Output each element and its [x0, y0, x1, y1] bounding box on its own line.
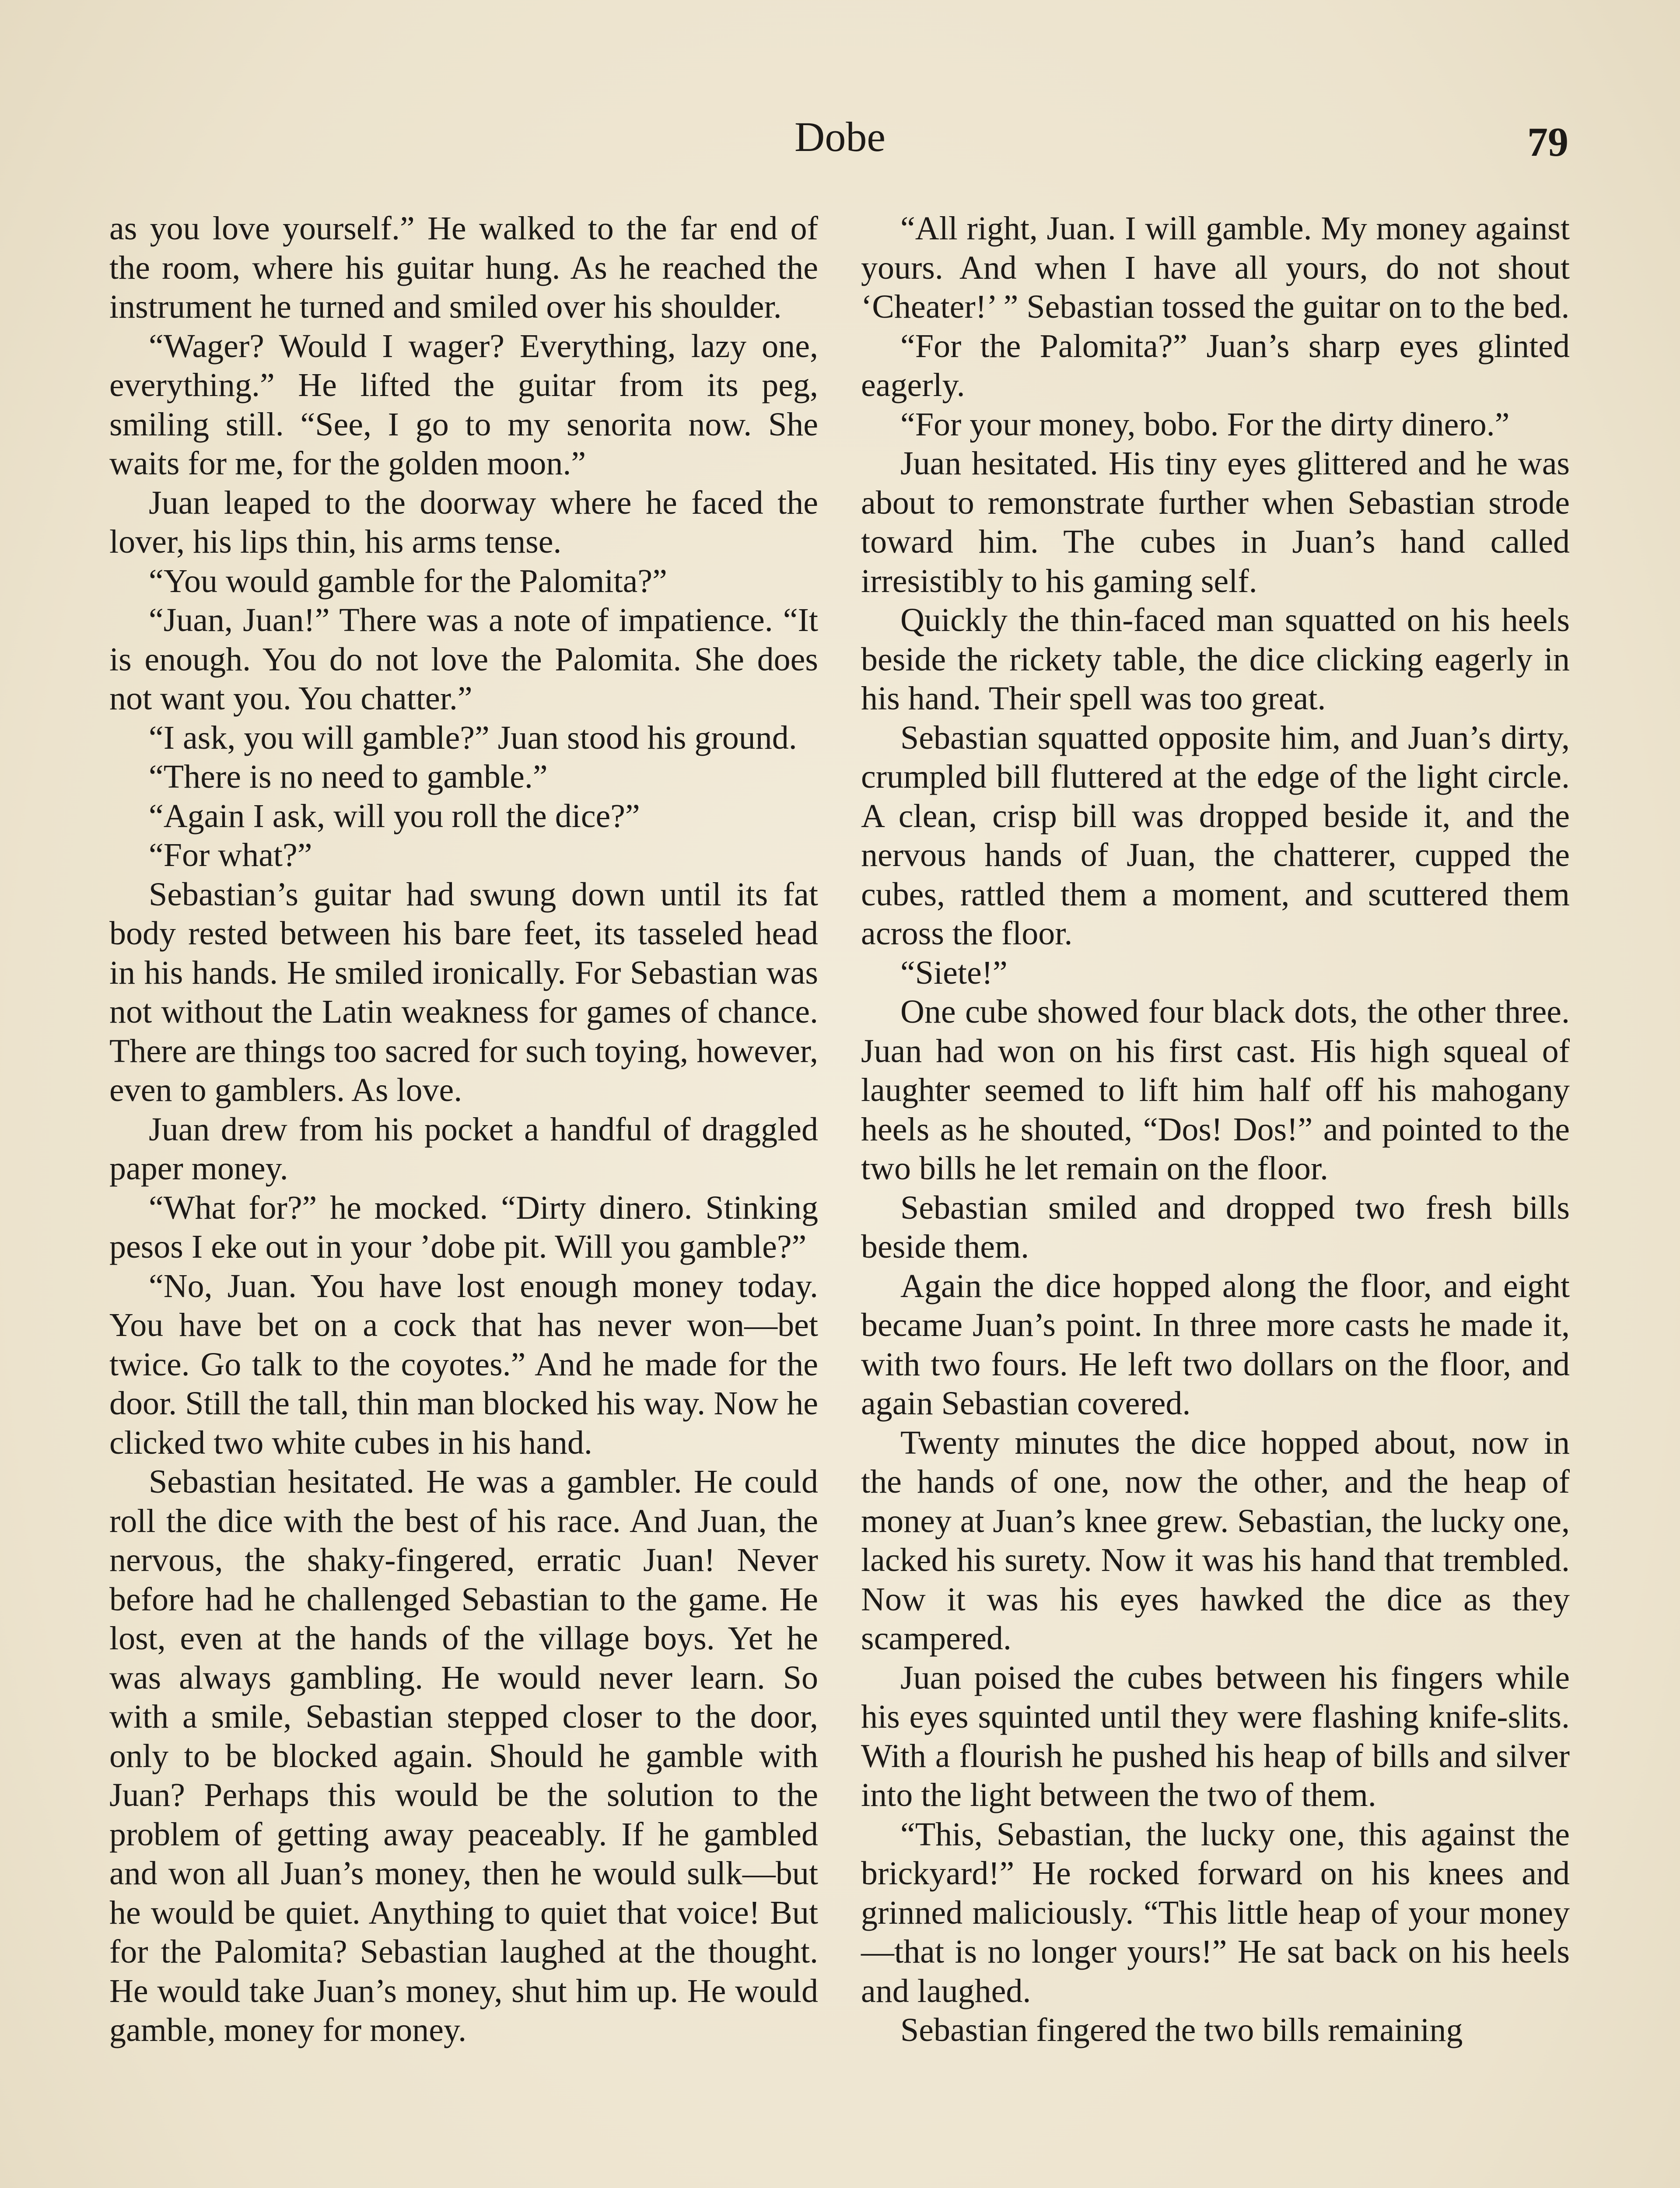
page-number: 79 — [1527, 119, 1568, 165]
left-text-column — [109, 209, 818, 2050]
paragraph: Sebastian smiled and dropped two fresh bills beside them. — [861, 1189, 1570, 1265]
paragraph: “This, Sebastian, the lucky one, this against the brickyard!” He rocked forward on his knees and grinned maliciously. “This little heap of your money—that is no longer yours!” He sat back on his heels and laughed. — [861, 1816, 1570, 2009]
paragraph: “You would gamble for the Palomita?” — [149, 562, 667, 600]
paragraph: “There is no need to gamble.” — [149, 758, 548, 795]
paragraph: Sebastian fingered the two bills remaining — [900, 2012, 1463, 2048]
paragraph: Juan hesitated. His tiny eyes glittered and he was about to remonstrate further when Sebastian strode toward him. The cubes in Juan’s hand called irresistibly to his gaming self. — [861, 445, 1570, 600]
paragraph: Sebastian squatted opposite him, and Juan’s dirty, crumpled bill fluttered at the edge of the light circle. A clean, crisp bill was dropped beside it, and the nervous hands of Juan, the chatterer, cupped the cubes, rattled them a moment, and scuttered them across the floor. — [861, 719, 1570, 952]
paragraph: Juan leaped to the doorway where he faced the lover, his lips thin, his arms tense. — [109, 484, 818, 560]
running-title: Dobe — [794, 113, 886, 160]
paragraph: “What for?” he mocked. “Dirty dinero. Stinking pesos I eke out in your ’dobe pit. Will you gamble?” — [109, 1189, 818, 1265]
paragraph: as you love yourself.” He walked to the far end of the room, where his guitar hung. As he reached the instrument he turned and smiled over his shoulder. — [109, 210, 818, 325]
paragraph: Sebastian’s guitar had swung down until its fat body rested between his bare feet, its tasseled head in his hands. He smiled ironically. For Sebastian was not without the Latin weakness for games of chance. There are things too sacred for such toying, however, even to gamblers. As love. — [109, 876, 818, 1108]
paragraph: Juan drew from his pocket a handful of draggled paper money. — [109, 1111, 818, 1187]
paragraph: “Again I ask, will you roll the dice?” — [149, 797, 640, 835]
paragraph: “Siete!” — [900, 954, 1008, 991]
paragraph: “For your money, bobo. For the dirty dinero.” — [900, 406, 1510, 443]
paragraph: “I ask, you will gamble?” Juan stood his ground. — [149, 719, 797, 756]
right-text-column — [861, 209, 1570, 2050]
paragraph: One cube showed four black dots, the other three. Juan had won on his first cast. His high squeal of laughter seemed to lift him half off his mahogany heels as he shouted, “Dos! Dos!” and pointed to the two bills he let remain on the floor. — [861, 993, 1570, 1187]
paragraph: Juan poised the cubes between his fingers while his eyes squinted until they were flashing knife-slits. With a flourish he pushed his heap of bills and silver into the light between the two of them. — [861, 1659, 1570, 1813]
paragraph: Quickly the thin-faced man squatted on his heels beside the rickety table, the dice clicking eagerly in his hand. Their spell was too great. — [861, 602, 1570, 717]
paragraph: “For what?” — [149, 837, 312, 873]
paragraph: Sebastian hesitated. He was a gambler. He could roll the dice with the best of his race. And Juan, the nervous, the shaky-fingered, erratic Juan! Never before had he challenged Sebastian to the game. He lost, even at the hands of the village boys. Yet he was always gambling. He would never learn. So with a smile, Sebastian stepped closer to the door, only to be blocked again. Should he gamble with Juan? Perhaps this would be the solution to the problem of getting away peaceably. If he gambled and won all Juan’s money, then he would sulk—but he would be quiet. Anything to quiet that voice! But for the Palomita? Sebastian laughed at the thought. He would take Juan’s money, shut him up. He would gamble, money for money. — [109, 1463, 818, 2048]
paragraph: “Juan, Juan!” There was a note of impatience. “It is enough. You do not love the Palomita. She does not want you. You chatter.” — [109, 602, 818, 717]
paragraph: “For the Palomita?” Juan’s sharp eyes glinted eagerly. — [861, 327, 1570, 403]
paragraph: “All right, Juan. I will gamble. My money against yours. And when I have all yours, do not shout ‘Cheater!’ ” Sebastian tossed the guitar on to the bed. — [861, 210, 1570, 325]
paragraph: “Wager? Would I wager? Everything, lazy one, everything.” He lifted the guitar from its peg, smiling still. “See, I go to my senorita now. She waits for me, for the golden moon.” — [109, 327, 818, 482]
paragraph: Twenty minutes the dice hopped about, now in the hands of one, now the other, and the heap of money at Juan’s knee grew. Sebastian, the lucky one, lacked his surety. Now it was his hand that trembled. Now it was his eyes hawked the dice as they scampered. — [861, 1424, 1570, 1657]
paragraph: Again the dice hopped along the floor, and eight became Juan’s point. In three more casts he made it, with two fours. He left two dollars on the floor, and again Sebastian covered. — [861, 1267, 1570, 1422]
paragraph: “No, Juan. You have lost enough money today. You have bet on a cock that has never won—bet twice. Go talk to the coyotes.” And he made for the door. Still the tall, thin man blocked his way. Now he clicked two white cubes in his hand. — [109, 1267, 818, 1461]
